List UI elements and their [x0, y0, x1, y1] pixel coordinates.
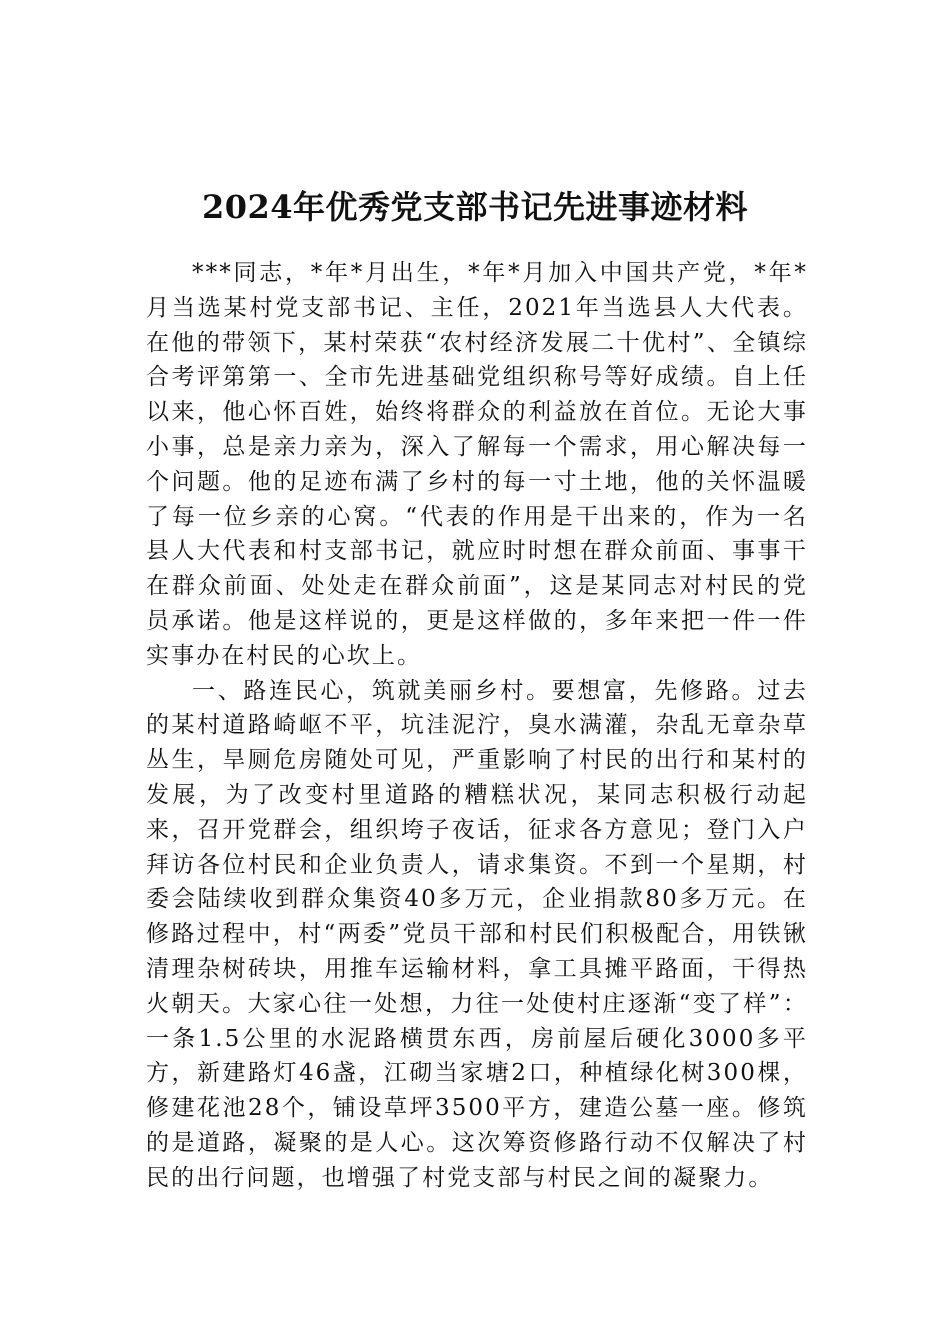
document-body: [146, 256, 808, 1196]
paragraph-intro: ***同志，*年*月出生，*年*月加入中国共产党，*年*月当选某村党支部书记、主任，2021年当选县人大代表。在他的带领下，某村荣获“农村经济发展二十优村”、全镇综合考评第第一、全市先进基础党组织称号等好成绩。自上任以来，他心怀百姓，始终将群众的利益放在首位。无论大事小事，总是亲力亲为，深入了解每一个需求，用心解决每一个问题。他的足迹布满了乡村的每一寸土地，他的关怀温暖了每一位乡亲的心窝。“代表的作用是干出来的，作为一名县人大代表和村支部书记，就应时时想在群众前面、事事干在群众前面、处处走在群众前面”，这是某同志对村民的党员承诺。他是这样说的，更是这样做的，多年来把一件一件实事办在村民的心坎上。: [146, 260, 808, 669]
document-title: 2024年优秀党支部书记先进事迹材料: [201, 188, 749, 227]
paragraph-section-one: 一、路连民心，筑就美丽乡村。要想富，先修路。过去的某村道路崎岖不平，坑洼泥泞，臭水满灌，杂乱无章杂草丛生，旱厕危房随处可见，严重影响了村民的出行和某村的发展，为了改变村里道路的糟糕状况，某同志积极行动起来，召开党群会，组织垮子夜话，征求各方意见；登门入户拜访各位村民和企业负责人，请求集资。不到一个星期，村委会陆续收到群众集资40多万元，企业捐款80多万元。在修路过程中，村“两委”党员干部和村民们积极配合，用铁锹清理杂树砖块，用推车运输材料，拿工具摊平路面，干得热火朝天。大家心往一处想，力往一处使村庄逐渐“变了样”：一条1.5公里的水泥路横贯东西，房前屋后硬化3000多平方，新建路灯46盏，江砌当家塘2口，种植绿化树300棵，修建花池28个，铺设草坪3500平方，建造公墓一座。修筑的是道路，凝聚的是人心。这次筹资修路行动不仅解决了村民的出行问题，也增强了村党支部与村民之间的凝聚力。: [146, 677, 808, 1191]
